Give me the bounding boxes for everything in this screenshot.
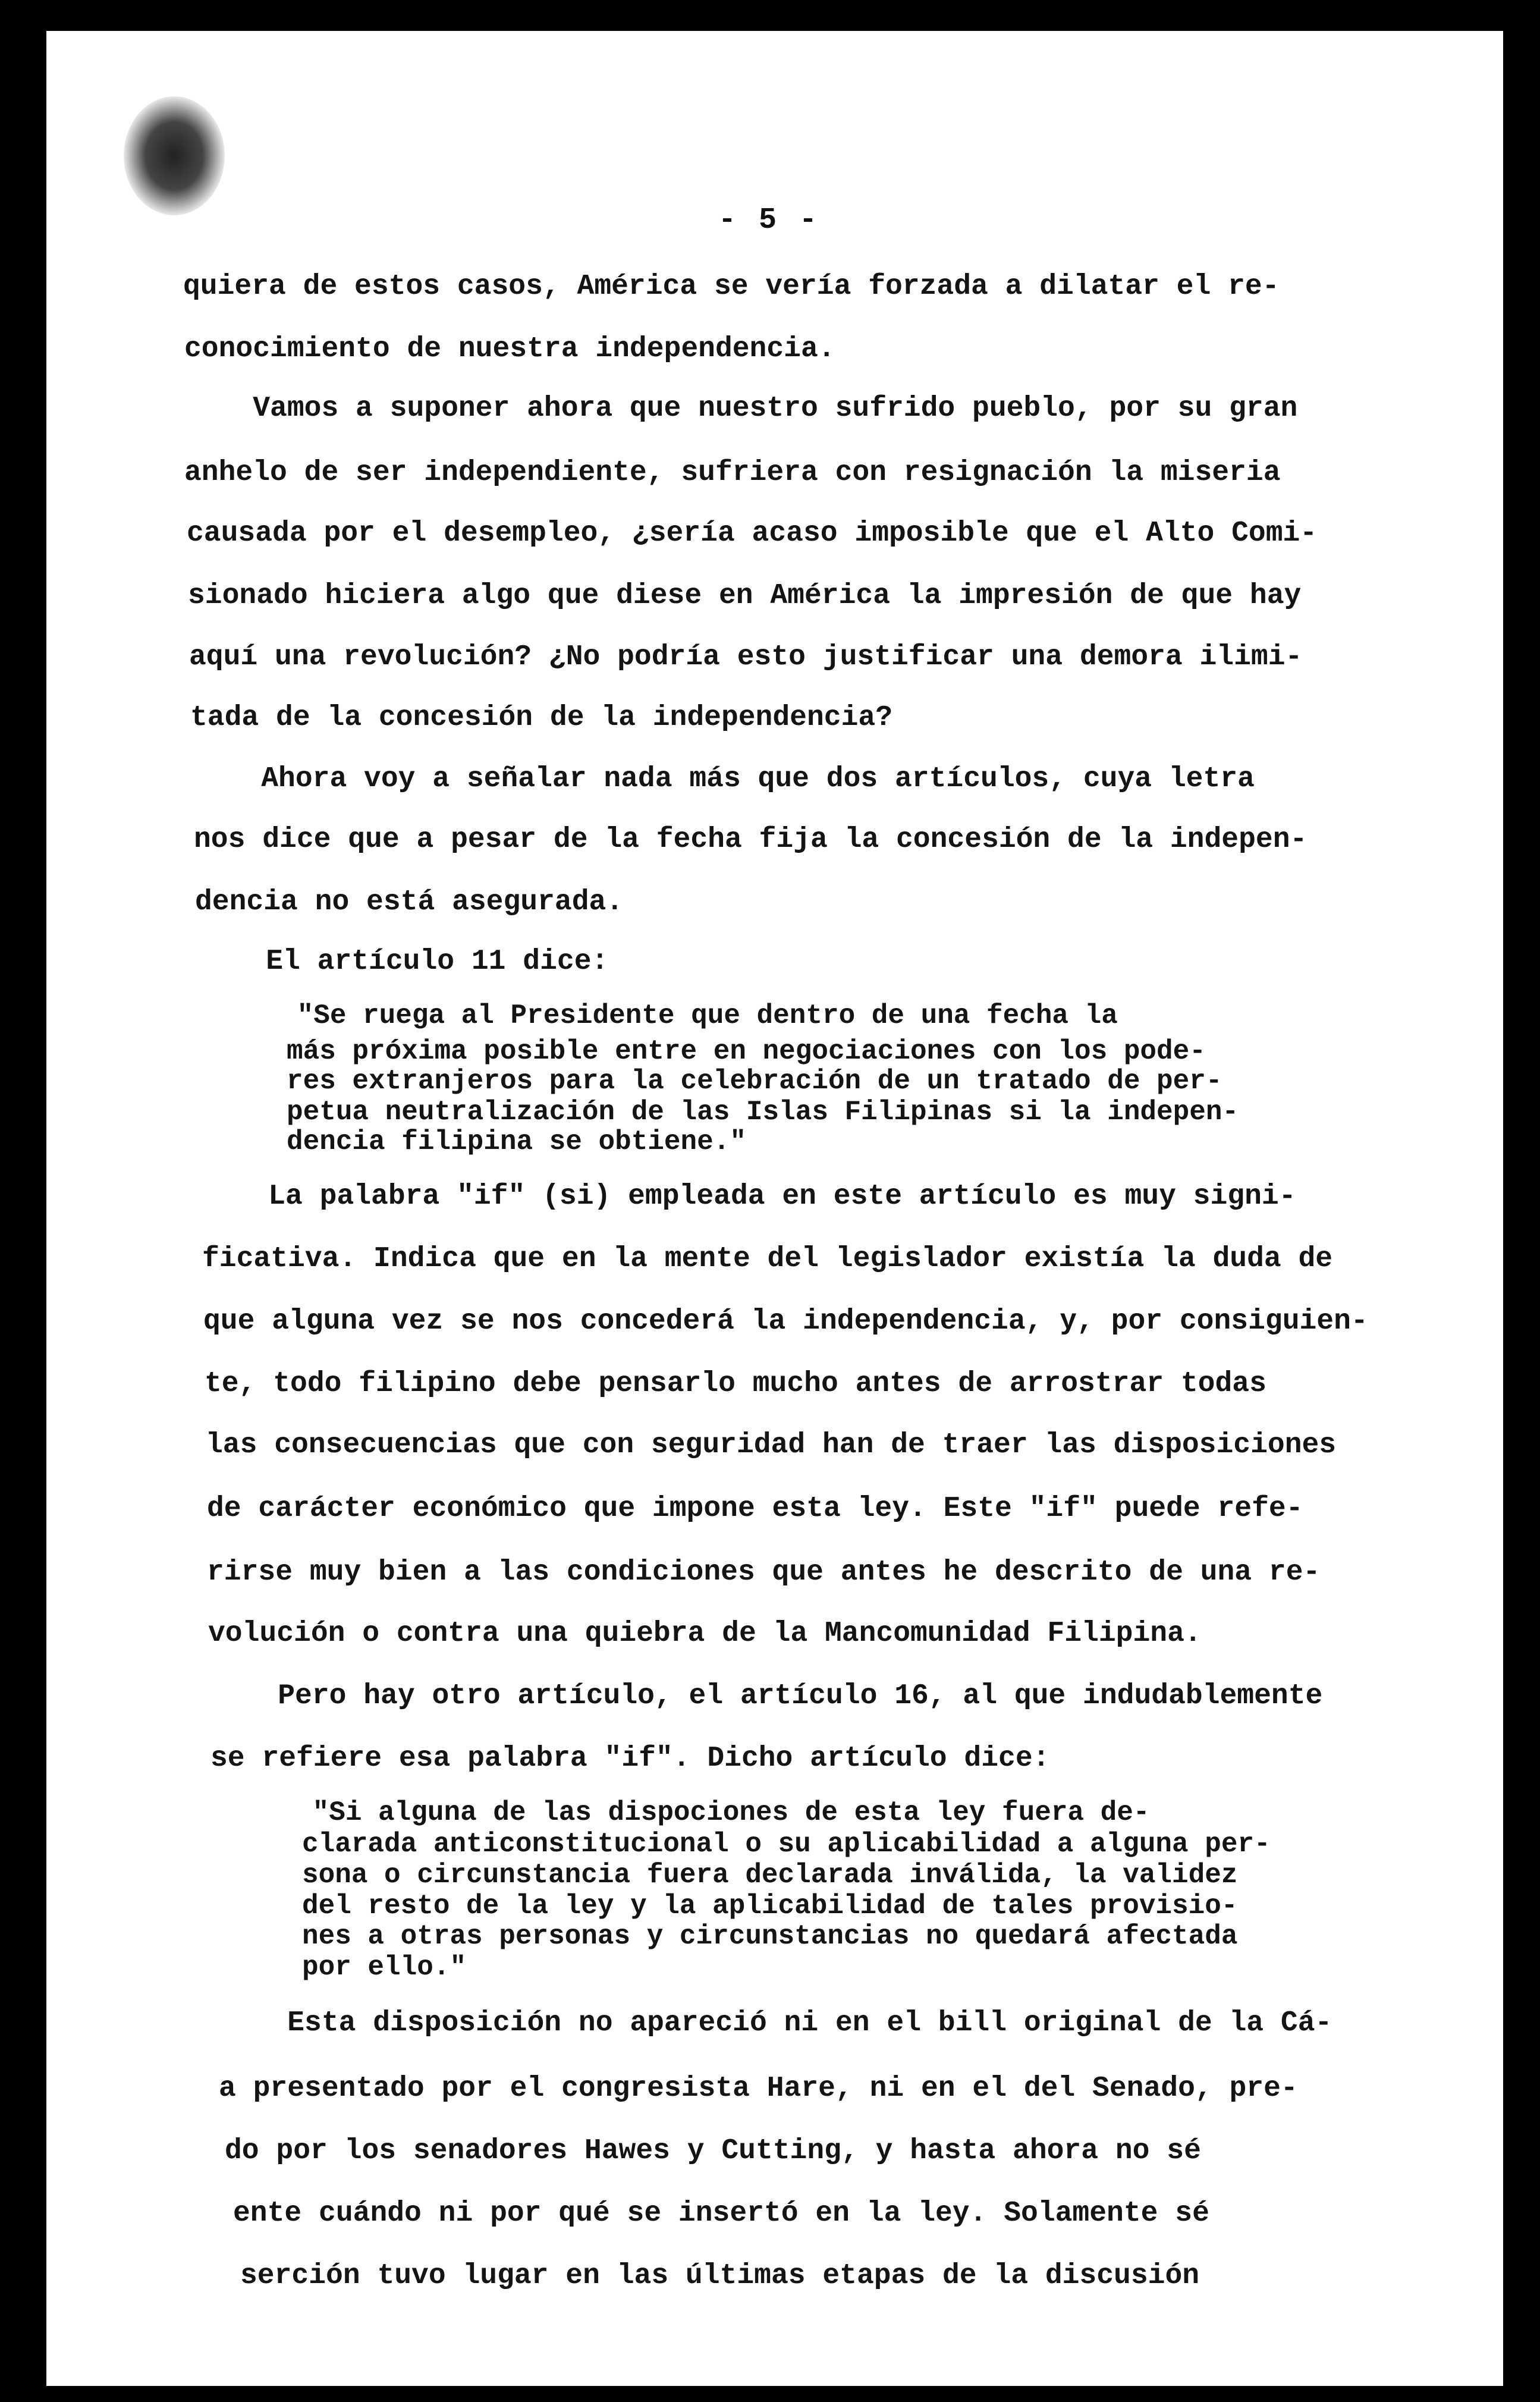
document-page xyxy=(46,31,1503,2386)
text-line: dencia no está asegurada. xyxy=(195,886,624,918)
text-line: Vamos a suponer ahora que nuestro sufrido pueblo, por su gran xyxy=(184,393,1298,425)
quote-line: "Se ruega al Presidente que dentro de una fecha la xyxy=(199,1000,1118,1031)
text-line: anhelo de ser independiente, sufriera con resignación la miseria xyxy=(184,457,1281,489)
text-line: aquí una revolución? ¿No podría esto justificar una demora ilimi- xyxy=(189,641,1303,673)
quote-line: "Si alguna de las dispociones de esta ley fuera de- xyxy=(214,1797,1150,1828)
text-line: ficativa. Indica que en la mente del legislador existía la duda de xyxy=(202,1243,1333,1275)
quote-line: clarada anticonstitucional o su aplicabilidad a alguna per- xyxy=(302,1829,1271,1860)
text-line: El artículo 11 dice: xyxy=(197,946,609,978)
text-line: tada de la concesión de la independencia? xyxy=(190,702,892,734)
text-line: rirse muy bien a las condiciones que antes he descrito de una re- xyxy=(207,1556,1321,1588)
text-line: La palabra "if" (si) empleada en este artículo es muy signi- xyxy=(200,1180,1296,1213)
quote-line: res extranjeros para la celebración de un tratado de per- xyxy=(287,1066,1222,1097)
text-line: serción tuvo lugar en las últimas etapas de la discusión xyxy=(240,2260,1200,2292)
quote-line: del resto de la ley y la aplicabilidad de tales provisio- xyxy=(302,1891,1238,1921)
quote-line: sona o circunstancia fuera declarada inválida, la validez xyxy=(302,1860,1238,1891)
text-line: conocimiento de nuestra independencia. xyxy=(184,333,835,365)
quote-line: nes a otras personas y circunstancias no quedará afectada xyxy=(302,1921,1238,1952)
text-line: te, todo filipino debe pensarlo mucho antes de arrostrar todas xyxy=(205,1368,1266,1400)
text-line: nos dice que a pesar de la fecha fija la concesión de la indepen- xyxy=(194,824,1308,856)
text-line: Esta disposición no apareció ni en el bill original de la Cá- xyxy=(219,2007,1332,2039)
text-line: se refiere esa palabra "if". Dicho artículo dice: xyxy=(210,1742,1050,1775)
quote-line: por ello." xyxy=(302,1952,467,1983)
text-line: causada por el desempleo, ¿sería acaso imposible que el Alto Comi- xyxy=(187,517,1318,550)
text-line: a presentado por el congresista Hare, ni en el del Senado, pre- xyxy=(219,2073,1298,2105)
text-line: Pero hay otro artículo, el artículo 16, al que indudablemente xyxy=(209,1680,1323,1712)
page-number: - 5 - xyxy=(718,203,820,237)
text-line: ente cuándo ni por qué se insertó en la ley. Solamente sé xyxy=(233,2197,1209,2230)
text-line: quiera de estos casos, América se vería forzada a dilatar el re- xyxy=(183,271,1280,303)
text-line: volución o contra una quiebra de la Mancomunidad Filipina. xyxy=(208,1618,1202,1650)
quote-line: más próxima posible entre en negociaciones con los pode- xyxy=(287,1036,1206,1067)
quote-line: dencia filipina se obtiene." xyxy=(287,1126,746,1157)
quote-line: petua neutralización de las Islas Filipinas si la indepen- xyxy=(287,1097,1239,1128)
ink-smudge xyxy=(124,96,225,215)
text-line: sionado hiciera algo que diese en América la impresión de que hay xyxy=(188,580,1302,612)
text-line: las consecuencias que con seguridad han de traer las disposiciones xyxy=(206,1429,1337,1461)
text-line: Ahora voy a señalar nada más que dos artículos, cuya letra xyxy=(193,763,1255,795)
text-line: de carácter económico que impone esta ley. Este "if" puede refe- xyxy=(207,1493,1303,1525)
text-line: do por los senadores Hawes y Cutting, y hasta ahora no sé xyxy=(225,2135,1201,2167)
text-line: que alguna vez se nos concederá la independencia, y, por consiguien- xyxy=(203,1305,1368,1337)
